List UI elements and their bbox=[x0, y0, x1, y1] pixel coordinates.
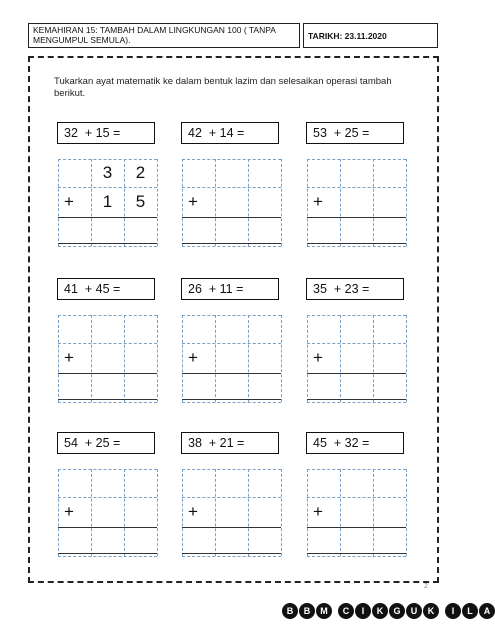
brand-letter: M bbox=[316, 603, 332, 619]
grid-row-line bbox=[58, 402, 157, 403]
grid-column-line bbox=[215, 315, 216, 402]
brand-letter: B bbox=[299, 603, 315, 619]
grid-column-line bbox=[182, 469, 183, 556]
grid-column-line bbox=[248, 315, 249, 402]
brand-logo bbox=[282, 603, 495, 621]
grid-row-line bbox=[307, 187, 406, 188]
plus-sign: + bbox=[188, 502, 198, 521]
grid-row-line bbox=[182, 469, 281, 470]
addition-grid bbox=[182, 315, 281, 402]
answer-line bbox=[307, 553, 406, 554]
addition-grid bbox=[307, 315, 406, 402]
answer-line bbox=[182, 399, 281, 400]
grid-row-line bbox=[58, 187, 157, 188]
grid-digit: 2 bbox=[135, 163, 146, 182]
grid-column-line bbox=[58, 469, 59, 556]
brand-letter: U bbox=[406, 603, 422, 619]
grid-column-line bbox=[215, 159, 216, 246]
grid-column-line bbox=[248, 469, 249, 556]
grid-row-line bbox=[182, 315, 281, 316]
answer-line bbox=[58, 243, 157, 244]
plus-sign: + bbox=[313, 348, 323, 367]
brand-letter: A bbox=[479, 603, 495, 619]
brand-letter: I bbox=[355, 603, 371, 619]
problem-expression: 35 + 23 = bbox=[306, 278, 404, 300]
grid-row-line bbox=[58, 343, 157, 344]
grid-column-line bbox=[373, 469, 374, 556]
grid-digit: 3 bbox=[102, 163, 113, 182]
answer-line bbox=[182, 553, 281, 554]
grid-column-line bbox=[307, 469, 308, 556]
grid-column-line bbox=[248, 159, 249, 246]
plus-sign: + bbox=[313, 502, 323, 521]
instruction-text: Tukarkan ayat matematik ke dalam bentuk lazim dan selesaikan operasi tambah berikut. bbox=[54, 76, 392, 99]
grid-column-line bbox=[406, 315, 407, 402]
plus-sign: + bbox=[64, 192, 74, 211]
brand-spacer bbox=[440, 603, 444, 621]
worksheet-date: TARIKH: 23.11.2020 bbox=[303, 23, 438, 48]
brand-letter: I bbox=[445, 603, 461, 619]
problem-expression: 42 + 14 = bbox=[181, 122, 279, 144]
grid-column-line bbox=[215, 469, 216, 556]
answer-line bbox=[182, 243, 281, 244]
grid-row-line bbox=[182, 159, 281, 160]
answer-line bbox=[307, 217, 406, 218]
plus-sign: + bbox=[64, 348, 74, 367]
grid-digit: 5 bbox=[135, 192, 146, 211]
brand-letter: G bbox=[389, 603, 405, 619]
answer-line bbox=[58, 527, 157, 528]
grid-row-line bbox=[182, 246, 281, 247]
grid-column-line bbox=[124, 315, 125, 402]
grid-column-line bbox=[281, 469, 282, 556]
addition-grid bbox=[182, 159, 281, 246]
grid-row-line bbox=[182, 402, 281, 403]
addition-grid bbox=[307, 159, 406, 246]
brand-letter: C bbox=[338, 603, 354, 619]
grid-column-line bbox=[58, 315, 59, 402]
answer-line bbox=[182, 527, 281, 528]
grid-column-line bbox=[124, 469, 125, 556]
grid-column-line bbox=[157, 469, 158, 556]
addition-grid bbox=[58, 315, 157, 402]
grid-row-line bbox=[307, 246, 406, 247]
plus-sign: + bbox=[313, 192, 323, 211]
grid-row-line bbox=[307, 469, 406, 470]
brand-spacer bbox=[333, 603, 337, 621]
grid-column-line bbox=[157, 315, 158, 402]
grid-row-line bbox=[182, 187, 281, 188]
brand-letter: K bbox=[423, 603, 439, 619]
grid-row-line bbox=[58, 315, 157, 316]
problem-expression: 54 + 25 = bbox=[57, 432, 155, 454]
brand-letter: B bbox=[282, 603, 298, 619]
grid-digit: 1 bbox=[102, 192, 113, 211]
answer-line bbox=[307, 399, 406, 400]
grid-row-line bbox=[307, 343, 406, 344]
problem-expression: 26 + 11 = bbox=[181, 278, 279, 300]
grid-column-line bbox=[281, 315, 282, 402]
answer-line bbox=[307, 373, 406, 374]
grid-row-line bbox=[307, 497, 406, 498]
grid-column-line bbox=[406, 159, 407, 246]
grid-column-line bbox=[182, 315, 183, 402]
answer-line bbox=[58, 553, 157, 554]
grid-row-line bbox=[307, 315, 406, 316]
grid-column-line bbox=[307, 315, 308, 402]
addition-grid bbox=[58, 159, 157, 246]
grid-column-line bbox=[91, 469, 92, 556]
plus-sign: + bbox=[188, 192, 198, 211]
grid-column-line bbox=[340, 469, 341, 556]
grid-row-line bbox=[58, 159, 157, 160]
answer-line bbox=[307, 527, 406, 528]
answer-line bbox=[307, 243, 406, 244]
grid-column-line bbox=[373, 159, 374, 246]
plus-sign: + bbox=[64, 502, 74, 521]
answer-line bbox=[58, 217, 157, 218]
grid-row-line bbox=[307, 556, 406, 557]
addition-grid bbox=[307, 469, 406, 556]
answer-line bbox=[182, 373, 281, 374]
page-number: 2 bbox=[424, 583, 428, 590]
grid-column-line bbox=[307, 159, 308, 246]
grid-row-line bbox=[58, 469, 157, 470]
problem-expression: 32 + 15 = bbox=[57, 122, 155, 144]
grid-row-line bbox=[307, 159, 406, 160]
grid-column-line bbox=[373, 315, 374, 402]
grid-row-line bbox=[182, 497, 281, 498]
grid-row-line bbox=[58, 556, 157, 557]
problem-expression: 41 + 45 = bbox=[57, 278, 155, 300]
grid-column-line bbox=[91, 315, 92, 402]
grid-column-line bbox=[406, 469, 407, 556]
grid-column-line bbox=[281, 159, 282, 246]
grid-column-line bbox=[340, 159, 341, 246]
grid-row-line bbox=[182, 343, 281, 344]
answer-line bbox=[182, 217, 281, 218]
grid-column-line bbox=[340, 315, 341, 402]
grid-column-line bbox=[157, 159, 158, 246]
grid-column-line bbox=[58, 159, 59, 246]
brand-letter: K bbox=[372, 603, 388, 619]
worksheet-title: KEMAHIRAN 15: TAMBAH DALAM LINGKUNGAN 100 ( TANPA MENGUMPUL SEMULA). bbox=[28, 23, 300, 48]
grid-column-line bbox=[182, 159, 183, 246]
grid-row-line bbox=[58, 497, 157, 498]
addition-grid bbox=[58, 469, 157, 556]
brand-letter: L bbox=[462, 603, 478, 619]
answer-line bbox=[58, 399, 157, 400]
answer-line bbox=[58, 373, 157, 374]
problem-expression: 38 + 21 = bbox=[181, 432, 279, 454]
grid-row-line bbox=[307, 402, 406, 403]
problem-expression: 53 + 25 = bbox=[306, 122, 404, 144]
grid-row-line bbox=[58, 246, 157, 247]
plus-sign: + bbox=[188, 348, 198, 367]
problem-expression: 45 + 32 = bbox=[306, 432, 404, 454]
grid-row-line bbox=[182, 556, 281, 557]
addition-grid bbox=[182, 469, 281, 556]
